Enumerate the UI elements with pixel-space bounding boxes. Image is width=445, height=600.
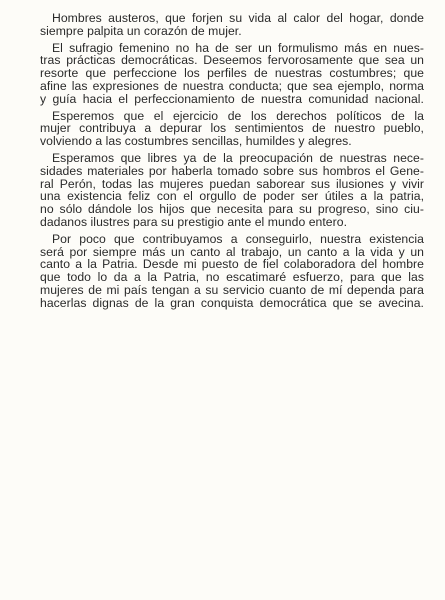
paragraph-5 — [40, 233, 424, 310]
text-line: hacerlas dignas de la gran conquista democrática que se avecina. — [40, 295, 424, 310]
text-line: sidades materiales por haberla tomado sobre sus hombros el Gene- — [40, 163, 424, 178]
text-line: una existencia feliz con el orgullo de poder ser útiles a la patria, — [40, 189, 424, 204]
body-text — [40, 12, 424, 314]
paragraph-1 — [40, 12, 424, 38]
text-line: tras prácticas democráticas. Deseemos fervorosamente que sea un — [40, 53, 424, 68]
text-line: mujer contribuya a depurar los sentimientos de nuestro pueblo, — [40, 121, 424, 136]
text-line: El sufragio femenino no ha de ser un formulismo más en nues- — [52, 40, 424, 55]
text-line: resorte que perfeccione los perfiles de nuestras costumbres; que — [40, 66, 424, 81]
text-line: afine las expresiones de nuestra conducta; que sea ejemplo, norma — [40, 78, 424, 93]
text-line: mujeres de mi país tengan a su servicio cuanto de mí dependa para — [40, 282, 424, 297]
text-line: no sólo dándole los hijos que necesita para su progreso, sino ciu- — [40, 202, 424, 217]
paragraph-4 — [40, 152, 424, 229]
text-line: que todo lo da a la Patria, no escatimaré esfuerzo, para que las — [40, 270, 424, 285]
text-line: Hombres austeros, que forjen su vida al calor del hogar, donde — [52, 11, 424, 25]
text-line: siempre palpita un corazón de mujer. — [40, 23, 242, 38]
text-line: dadanos ilustres para su prestigio ante el mundo entero. — [40, 214, 347, 229]
paragraph-3 — [40, 110, 424, 148]
text-line: volviendo a las costumbres sencillas, humildes y alegres. — [40, 134, 352, 149]
paragraph-2 — [40, 42, 424, 106]
text-line: ral Perón, todas las mujeres puedan saborear sus ilusiones y vivir — [40, 176, 424, 191]
text-line: canto a la Patria. Desde mi puesto de fiel colaboradora del hombre — [40, 257, 424, 272]
text-line: y guía hacia el perfeccionamiento de nuestra comunidad nacional. — [40, 91, 424, 106]
text-line: Esperemos que el ejercicio de los derechos políticos de la — [52, 108, 424, 123]
text-line: Esperamos que libres ya de la preocupación de nuestras nece- — [52, 150, 424, 165]
text-line: Por poco que contribuyamos a conseguirlo, nuestra existencia — [52, 231, 424, 246]
text-line: será por siempre más un canto al trabajo, un canto a la vida y un — [40, 244, 424, 259]
